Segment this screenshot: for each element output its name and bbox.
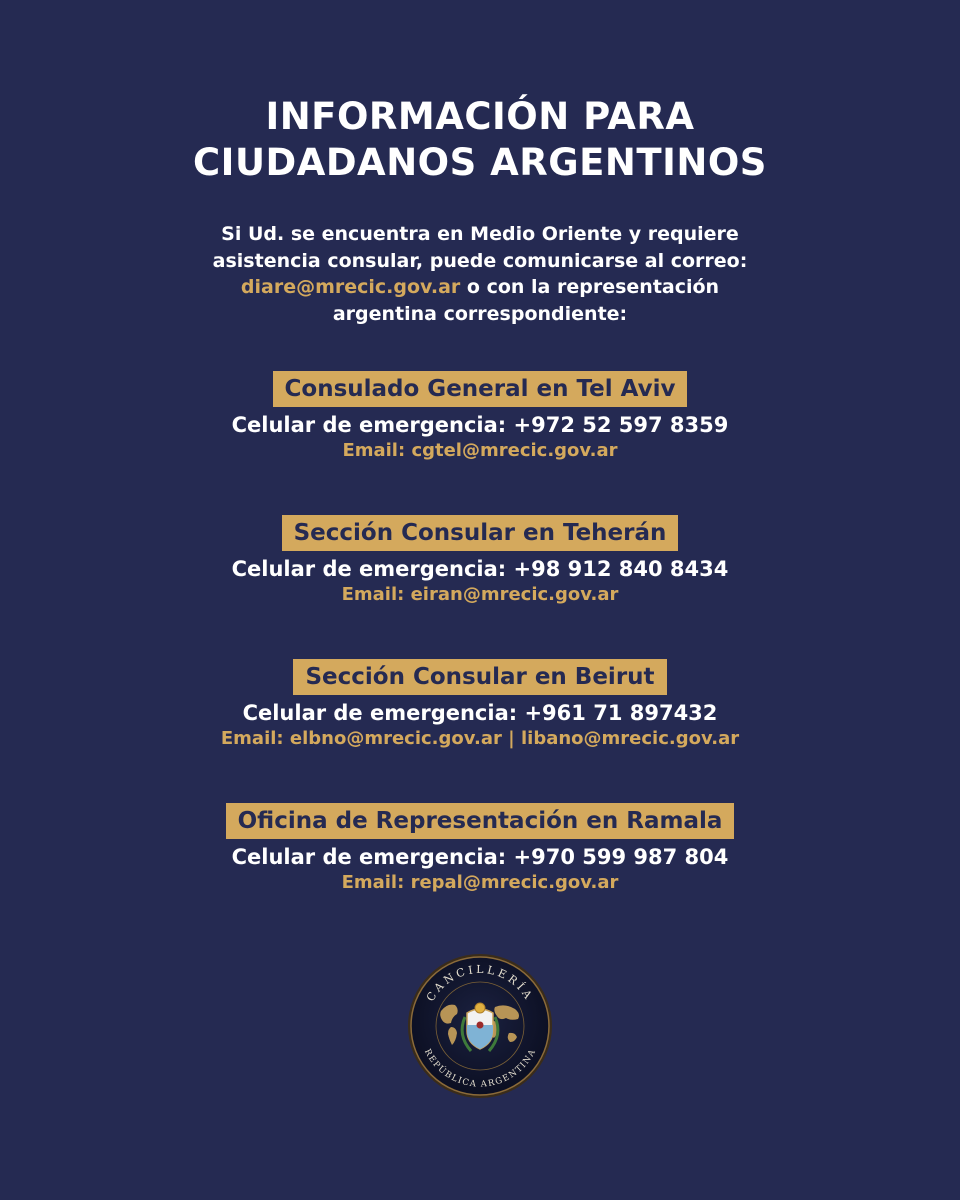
cancilleria-seal-icon <box>407 953 553 1099</box>
office-name-label: Consulado General en Tel Aviv <box>273 371 688 407</box>
office-phone: Celular de emergencia: +972 52 597 8359 <box>231 413 729 437</box>
office-email[interactable]: Email: repal@mrecic.gov.ar <box>341 872 619 893</box>
seal-top-text: CANCILLERÍA <box>423 962 537 1004</box>
intro-line-2: asistencia consular, puede comunicarse al correo: <box>212 249 748 272</box>
intro-line-4: argentina correspondiente: <box>332 302 628 325</box>
intro-line-3 <box>0 274 960 301</box>
office-name-label: Sección Consular en Beirut <box>293 659 666 695</box>
office-email[interactable]: Email: eiran@mrecic.gov.ar <box>341 584 619 605</box>
office-phone: Celular de emergencia: +98 912 840 8434 <box>231 557 729 581</box>
office-name-label: Oficina de Representación en Ramala <box>226 803 735 839</box>
office-name-label: Sección Consular en Teherán <box>282 515 679 551</box>
office-phone: Celular de emergencia: +970 599 987 804 <box>231 845 729 869</box>
seal-bottom-text: REPÚBLICA ARGENTINA <box>421 1047 539 1090</box>
office-tel-aviv <box>0 371 960 464</box>
intro-line-1: Si Ud. se encuentra en Medio Oriente y requiere <box>221 223 739 245</box>
intro-text <box>0 221 960 327</box>
title-line-2: CIUDADANOS ARGENTINOS <box>193 141 767 184</box>
office-beirut <box>0 659 960 752</box>
office-email[interactable]: Email: cgtel@mrecic.gov.ar <box>342 440 618 461</box>
office-email[interactable]: Email: elbno@mrecic.gov.ar | libano@mrecic.gov.ar <box>220 728 740 749</box>
title-line-1: INFORMACIÓN PARA <box>265 95 695 138</box>
intro-line-3-rest: o con la representación <box>460 276 720 298</box>
intro-email-link[interactable]: diare@mrecic.gov.ar <box>240 276 461 298</box>
office-teheran <box>0 515 960 608</box>
office-ramala <box>0 803 960 896</box>
page-title <box>0 94 960 186</box>
office-phone: Celular de emergencia: +961 71 897432 <box>242 701 718 725</box>
